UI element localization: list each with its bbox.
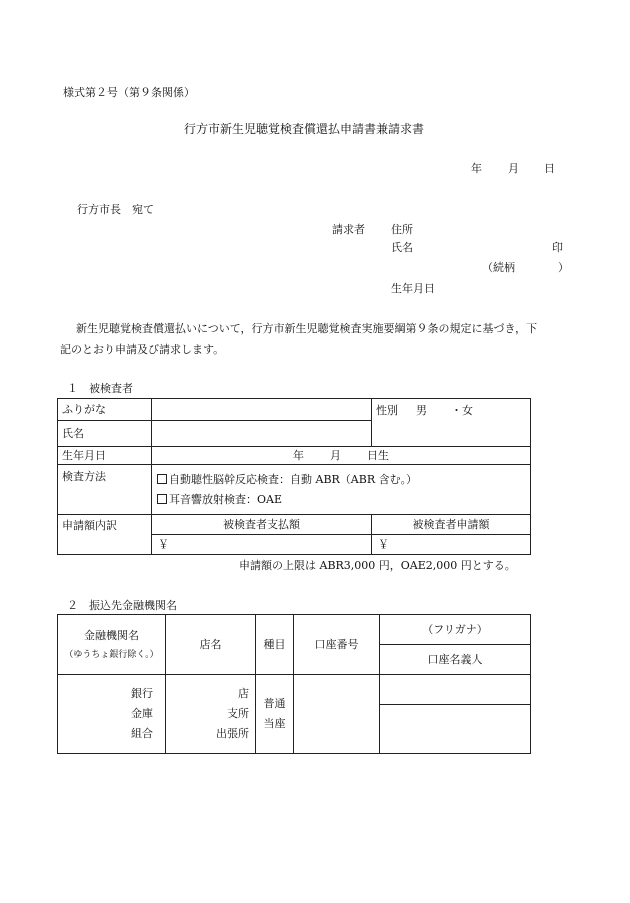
bank-table: [57, 614, 531, 754]
account-type-cell[interactable]: [256, 675, 294, 754]
section2-heading: ２ 振込先金融機関名: [67, 599, 177, 612]
date-year-label: 年: [471, 162, 482, 175]
requester-name-label: 氏名: [391, 241, 413, 254]
method-oae-label: 耳音響放射検査：OAE: [169, 492, 282, 506]
checkbox-icon[interactable]: [157, 474, 167, 484]
seal-mark: 印: [552, 241, 563, 254]
method-abr-option[interactable]: [157, 470, 530, 490]
name-label: 氏名: [58, 421, 152, 447]
branch-type-branch: 支所: [227, 707, 249, 720]
birth-year: 年: [293, 448, 304, 462]
holder-field[interactable]: [380, 705, 531, 754]
relation-close: ）: [558, 261, 569, 274]
branch-type-office: 出張所: [216, 727, 249, 740]
account-number-field[interactable]: [294, 675, 380, 754]
bank-type-kumiai: 組合: [131, 727, 153, 740]
sex-cell: [372, 399, 531, 447]
examinee-table: [57, 398, 531, 555]
kana-header: （フリガナ）: [380, 615, 531, 645]
paid-amount-header: 被検査者支払額: [152, 515, 372, 535]
birth-label: 生年月日: [58, 447, 152, 465]
bank-name-label: 金融機関名: [84, 628, 139, 642]
account-type-checking: 当座: [263, 717, 286, 730]
requester-label: 請求者: [332, 223, 365, 236]
branch-type-store: 店: [238, 687, 249, 700]
requester-address-label: 住所: [391, 223, 413, 236]
sex-label: 性別: [376, 404, 398, 417]
branch-header: 店名: [166, 615, 256, 675]
branch-type-cell[interactable]: [166, 675, 256, 754]
date-month-label: 月: [508, 162, 519, 175]
birth-day: 日生: [367, 448, 389, 462]
checkbox-icon[interactable]: [157, 494, 167, 504]
kana-field[interactable]: [380, 675, 531, 705]
method-label: 検査方法: [58, 465, 152, 515]
request-amount-header: 被検査者申請額: [372, 515, 531, 535]
section1-heading: １ 被検査者: [67, 382, 133, 395]
bank-type-cell[interactable]: [58, 675, 166, 754]
requester-birth-label: 生年月日: [391, 282, 435, 295]
name-field[interactable]: [152, 421, 372, 447]
birth-month: 月: [330, 448, 341, 462]
form-title: 行方市新生児聴覚検査償還払申請書兼請求書: [184, 122, 425, 136]
bank-name-header: [58, 615, 166, 675]
account-type-header: 種目: [256, 615, 294, 675]
bank-note: （ゆうちょ銀行除く。）: [64, 649, 159, 660]
relation-open: （続柄: [482, 261, 515, 274]
breakdown-label: 申請額内訳: [58, 515, 152, 555]
account-type-ordinary: 普通: [263, 697, 286, 710]
request-amount-field[interactable]: [372, 535, 531, 555]
holder-header: 口座名義人: [380, 645, 531, 675]
birth-field[interactable]: [152, 447, 531, 465]
paid-amount-field[interactable]: [152, 535, 372, 555]
addressee: 行方市長 宛て: [77, 203, 154, 216]
furigana-field[interactable]: [152, 399, 372, 421]
method-options: [152, 465, 531, 515]
yen-mark: ￥: [378, 537, 389, 551]
intro-line-2: 記のとおり申請及び請求します。: [60, 343, 225, 356]
method-abr-label: 自動聴性脳幹反応検査：自動 ABR（ABR 含む。）: [169, 472, 418, 486]
sex-male[interactable]: 男: [416, 404, 427, 417]
sex-female[interactable]: ・女: [451, 404, 473, 417]
limit-note: 申請額の上限は ABR3,000 円，OAE2,000 円とする。: [239, 559, 516, 572]
bank-type-bank: 銀行: [131, 687, 153, 700]
account-number-header: 口座番号: [294, 615, 380, 675]
furigana-label: ふりがな: [58, 399, 152, 421]
date-day-label: 日: [544, 162, 555, 175]
form-number: 様式第２号（第９条関係）: [63, 86, 195, 99]
intro-line-1: 新生児聴覚検査償還払いについて，行方市新生児聴覚検査実施要綱第９条の規定に基づき，下: [76, 322, 538, 335]
yen-mark: ￥: [158, 537, 169, 551]
bank-type-shinkin: 金庫: [131, 707, 153, 720]
method-oae-option[interactable]: [157, 490, 530, 510]
